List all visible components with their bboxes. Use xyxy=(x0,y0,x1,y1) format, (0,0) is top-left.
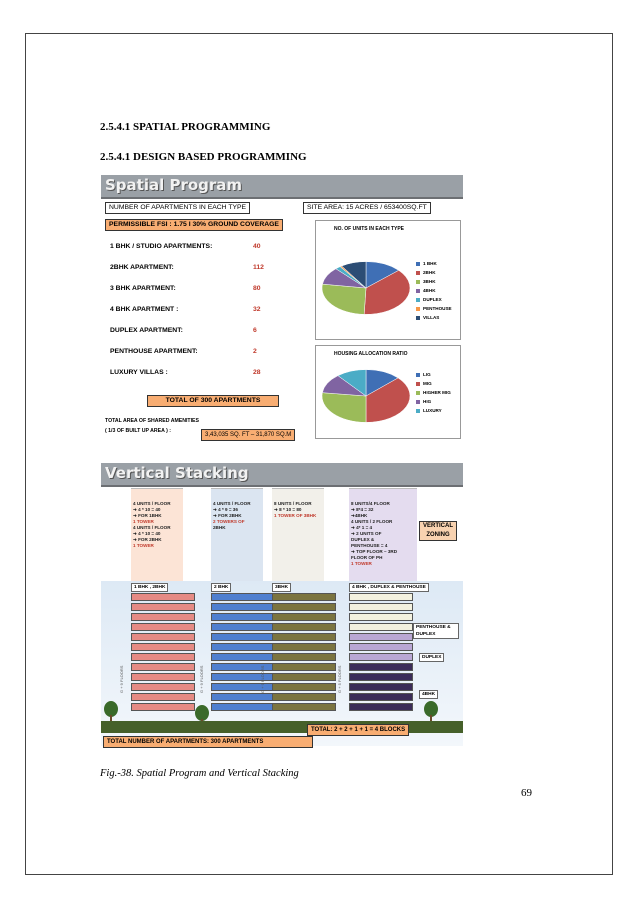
tower-label: 1 BHK , 2BHK xyxy=(131,583,168,592)
floor-slab xyxy=(131,693,195,701)
floor-count-label: G + 9 FLOORS xyxy=(119,665,124,693)
stacking-note: 1 TOWER xyxy=(351,561,372,566)
floor-slab xyxy=(272,693,336,701)
floor-slab xyxy=(211,683,275,691)
tower-label: 2 BHK xyxy=(211,583,231,592)
floor-slab xyxy=(349,663,413,671)
floor-slab xyxy=(349,703,413,711)
floor-slab xyxy=(131,603,195,611)
floor-slab xyxy=(349,603,413,611)
total-apartments-box: TOTAL OF 300 APARTMENTS xyxy=(147,395,279,407)
column-4bhk-duplex-penthouse xyxy=(349,488,417,581)
legend-item: 3BHK xyxy=(416,279,436,284)
pie-slice-3bhk xyxy=(322,284,366,314)
floor-slab xyxy=(349,633,413,641)
floor-slab xyxy=(272,623,336,631)
stacking-note: ➜ 8*4 = 32 xyxy=(351,507,374,512)
stacking-note: ➜ 8 * 10 = 80 xyxy=(274,507,302,512)
floor-slab xyxy=(131,633,195,641)
stacking-note: ➜4BHK xyxy=(351,513,368,518)
floor-slab xyxy=(349,693,413,701)
fsi-label: PERMISSIBLE FSI : 1.75 I 30% GROUND COVERAGE xyxy=(105,219,283,231)
floor-slab xyxy=(211,633,275,641)
legend-item: MIG xyxy=(416,381,432,386)
floor-slab xyxy=(272,703,336,711)
legend-item: HIGHER MIG xyxy=(416,390,451,395)
floor-slab xyxy=(349,613,413,621)
floor-slab xyxy=(272,593,336,601)
heading-design-based-programming: 2.5.4.1 DESIGN BASED PROGRAMMING xyxy=(100,151,307,163)
stacking-note: DUPLEX & xyxy=(351,537,375,542)
floor-slab xyxy=(211,613,275,621)
stacking-note: 4 UNITS / FLOOR xyxy=(133,525,171,530)
floor-slab xyxy=(349,673,413,681)
vertical-zoning-label: VERTICAL ZONING xyxy=(419,521,457,541)
floor-count-label: G + 9 FLOORS xyxy=(260,665,265,693)
floor-slab xyxy=(211,703,275,711)
floor-slab xyxy=(211,673,275,681)
legend-item: 4BHK xyxy=(416,288,436,293)
tower-label: 4 BHK , DUPLEX & PENTHOUSE xyxy=(349,583,429,592)
floor-slab xyxy=(131,683,195,691)
legend-item: PENTHOUSE xyxy=(416,306,452,311)
floor-slab xyxy=(131,673,195,681)
floor-slab xyxy=(349,623,413,631)
heading-spatial-programming: 2.5.4.1 SPATIAL PROGRAMMING xyxy=(100,121,271,133)
floor-slab xyxy=(349,643,413,651)
fourbhk-tag: 4BHK xyxy=(419,690,438,699)
amenities-value: 3,43,035 SQ. FT – 31,870 SQ.M xyxy=(201,429,295,441)
floor-slab xyxy=(211,653,275,661)
floor-slab xyxy=(211,693,275,701)
floor-slab xyxy=(272,613,336,621)
unit-value: 40 xyxy=(253,243,261,250)
floor-slab xyxy=(272,673,336,681)
floor-slab xyxy=(272,663,336,671)
stacking-note: 4 UNITS / FLOOR xyxy=(133,501,171,506)
unit-value: 28 xyxy=(253,369,261,376)
unit-label: PENTHOUSE APARTMENT: xyxy=(110,348,198,355)
floor-count-label: G + 9 FLOORS xyxy=(199,665,204,693)
blocks-total: TOTAL: 2 + 2 + 1 + 1 = 4 BLOCKS xyxy=(307,724,409,736)
page-number: 69 xyxy=(521,787,532,799)
units-pie-panel xyxy=(315,220,461,340)
floor-slab xyxy=(272,643,336,651)
stacking-note: 2 TOWERS OF xyxy=(213,519,245,524)
floor-slab xyxy=(131,613,195,621)
allocation-pie-panel xyxy=(315,345,461,439)
legend-item: LUXURY xyxy=(416,408,442,413)
stacking-note: ➜ TOP FLOOR – 3RD xyxy=(351,549,398,554)
floor-slab xyxy=(211,643,275,651)
stacking-note: ➜ 4 * 10 = 40 xyxy=(133,507,161,512)
unit-value: 32 xyxy=(253,306,261,313)
legend-item: DUPLEX xyxy=(416,297,442,302)
stacking-note: FLOOR OF PH xyxy=(351,555,383,560)
spatial-program-banner: Spatial Program xyxy=(101,175,463,199)
units-pie-title: NO. OF UNITS IN EACH TYPE xyxy=(334,226,405,232)
legend-item: 1 BHK xyxy=(416,261,437,266)
stacking-note: ➜ 4 * 9 = 36 xyxy=(213,507,238,512)
stacking-note: 8 UNITS/4 FLOOR xyxy=(351,501,390,506)
floor-slab xyxy=(131,623,195,631)
legend-item: HIG xyxy=(416,399,431,404)
pie-slice-higher-mig xyxy=(322,393,366,423)
stacking-note: ➜ FOR 2BHK xyxy=(133,537,162,542)
unit-value: 80 xyxy=(253,285,261,292)
stacking-note: ➜ FOR 1BHK xyxy=(133,513,162,518)
stacking-note: 4 UNITS / FLOOR xyxy=(213,501,251,506)
column-1bhk-2bhk xyxy=(131,488,183,581)
stacking-note: 1 TOWER xyxy=(133,543,154,548)
floor-slab xyxy=(211,603,275,611)
unit-label: LUXURY VILLAS : xyxy=(110,369,168,376)
stacking-note: PENTHOUSE = 4 xyxy=(351,543,388,548)
legend-item: LIG xyxy=(416,372,431,377)
unit-label: 3 BHK APARTMENT: xyxy=(110,285,176,292)
stacking-note: 2BHK xyxy=(213,525,226,530)
stacking-note: 1 TOWER xyxy=(133,519,154,524)
unit-value: 112 xyxy=(253,264,264,271)
figure-caption: Fig.-38. Spatial Program and Vertical Stacking xyxy=(100,768,299,779)
unit-label: DUPLEX APARTMENT: xyxy=(110,327,183,334)
floor-slab xyxy=(349,593,413,601)
allocation-pie-title: HOUSING ALLOCATION RATIO xyxy=(334,351,408,357)
floor-slab xyxy=(272,633,336,641)
num-apartments-label: NUMBER OF APARTMENTS IN EACH TYPE xyxy=(105,202,250,214)
duplex-tag: DUPLEX xyxy=(419,653,444,662)
amenities-line1: TOTAL AREA OF SHARED AMENITIES xyxy=(105,418,199,424)
stacking-note: ➜ 2 UNITS OF xyxy=(351,531,382,536)
legend-item: 2BHK xyxy=(416,270,436,275)
floor-slab xyxy=(131,663,195,671)
stacking-note: 8 UNITS / FLOOR xyxy=(274,501,312,506)
floor-slab xyxy=(349,653,413,661)
units-pie-chart xyxy=(316,233,416,333)
unit-label: 4 BHK APARTMENT : xyxy=(110,306,179,313)
unit-label: 2BHK APARTMENT: xyxy=(110,264,174,271)
total-apartments-footer: TOTAL NUMBER OF APARTMENTS: 300 APARTMENTS xyxy=(103,736,313,748)
column-3bhk xyxy=(272,488,324,581)
penthouse-duplex-tag: PENTHOUSE & DUPLEX xyxy=(413,623,459,639)
spatial-program-figure xyxy=(101,175,463,755)
vertical-stacking-banner: Vertical Stacking xyxy=(101,463,463,487)
stacking-note: ➜ 4* 1 = 4 xyxy=(351,525,373,530)
floor-slab xyxy=(349,683,413,691)
floor-count-label: G + 5 FLOORS xyxy=(337,665,342,693)
site-area-label: SITE AREA: 15 ACRES / 653400SQ.FT xyxy=(303,202,431,214)
floor-slab xyxy=(131,643,195,651)
legend-item: VILLAS xyxy=(416,315,439,320)
floor-slab xyxy=(272,603,336,611)
stacking-note: ➜ 4 * 10 = 40 xyxy=(133,531,161,536)
stacking-note: ➜ FOR 2BHK xyxy=(213,513,242,518)
allocation-pie-chart xyxy=(316,356,416,436)
column-2bhk xyxy=(211,488,263,581)
unit-value: 6 xyxy=(253,327,257,334)
floor-slab xyxy=(211,623,275,631)
floor-slab xyxy=(272,653,336,661)
amenities-line2: ( 1/3 OF BUILT UP AREA ) : xyxy=(105,428,171,434)
floor-slab xyxy=(131,593,195,601)
floor-slab xyxy=(211,593,275,601)
floor-slab xyxy=(131,703,195,711)
floor-slab xyxy=(211,663,275,671)
unit-label: 1 BHK / STUDIO APARTMENTS: xyxy=(110,243,213,250)
stacking-note: 1 TOWER OF 3BHK xyxy=(274,513,317,518)
floor-slab xyxy=(131,653,195,661)
floor-slab xyxy=(272,683,336,691)
unit-value: 2 xyxy=(253,348,257,355)
stacking-note: 4 UNITS / 2 FLOOR xyxy=(351,519,393,524)
tower-label: 3BHK xyxy=(272,583,291,592)
